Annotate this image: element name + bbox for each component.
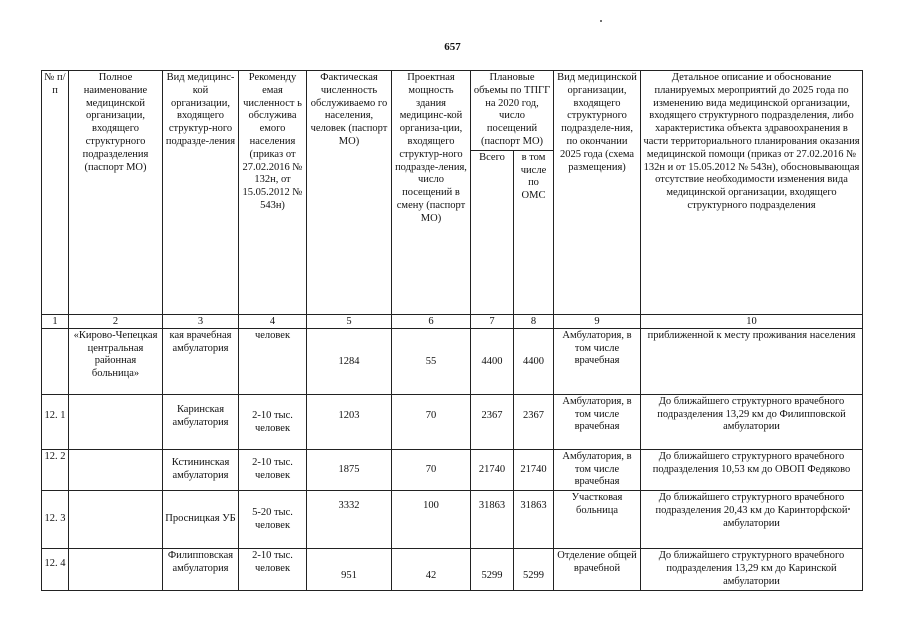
row-num: 12. 2 (42, 449, 69, 490)
row-capacity: 55 (392, 328, 471, 394)
row-actual: 1875 (307, 449, 392, 490)
row-recommended: 2-10 тыс. человек (239, 394, 307, 449)
column-number: 8 (514, 314, 554, 328)
row-capacity: 100 (392, 491, 471, 549)
row-total: 2367 (471, 394, 514, 449)
table-row (42, 328, 863, 394)
column-number: 1 (42, 314, 69, 328)
row-org-name (69, 491, 163, 549)
column-number: 2 (69, 314, 163, 328)
page-number: 657 (444, 41, 461, 53)
table-row (42, 394, 863, 449)
row-org-type: кая врачебная амбулатория (163, 328, 239, 394)
row-actual: 1284 (307, 328, 392, 394)
row-recommended: 2-10 тыс. человек (239, 549, 307, 591)
row-description: приближенной к месту проживания населения (641, 328, 863, 394)
row-num: 12. 3 (42, 491, 69, 549)
column-number: 7 (471, 314, 514, 328)
row-recommended: 5-20 тыс. человек (239, 491, 307, 549)
column-number: 9 (554, 314, 641, 328)
row-type-2025: Амбулатория, в том числе врачебная (554, 328, 641, 394)
row-type-2025: Амбулатория, в том числе врачебная (554, 449, 641, 490)
facilities-table (41, 70, 863, 591)
column-number: 10 (641, 314, 863, 328)
header-actual-population: Фактическая численность обслуживаемо го населения, человек (паспорт МО) (307, 71, 392, 315)
header-description: Детальное описание и обоснование планируемых мероприятий до 2025 года по изменению вида медицинской организации, входящего структурного подразделения, либо характеристика объекта здравоохранения в части территориального планирования оказания медицинской помощи (приказ от 27.02.2016 № 132н и от 15.05.2012 № 543н), обосновывающая отсутствие необходимости изменения вида медицинской организации, входящего структурного подразделения (641, 71, 863, 315)
header-planned-volumes: Плановые объемы по ТПГГ на 2020 год, число посещений (паспорт МО) (471, 71, 554, 151)
row-num (42, 328, 69, 394)
row-type-2025: Амбулатория, в том числе врачебная (554, 394, 641, 449)
table-row (42, 491, 863, 549)
row-actual: 951 (307, 549, 392, 591)
column-number: 5 (307, 314, 392, 328)
row-type-2025: Отделение общей врачебной (554, 549, 641, 591)
row-total: 5299 (471, 549, 514, 591)
column-numbers-row (42, 314, 863, 328)
row-recommended: 2-10 тыс. человек (239, 449, 307, 490)
row-total: 4400 (471, 328, 514, 394)
row-description: До ближайшего структурного врачебного подразделения 10,53 км до ОВОП Федяково (641, 449, 863, 490)
column-number: 4 (239, 314, 307, 328)
row-actual: 1203 (307, 394, 392, 449)
scan-speck (848, 508, 850, 510)
row-oms: 5299 (514, 549, 554, 591)
header-recommended-population: Рекоменду емая численност ь обслужива емого населения (приказ от 27.02.2016 № 132н, от 15.05.2012 № 543н) (239, 71, 307, 315)
row-oms: 4400 (514, 328, 554, 394)
row-actual: 3332 (307, 491, 392, 549)
row-org-name: «Кирово-Чепецкая центральная районная больница» (69, 328, 163, 394)
row-org-name (69, 549, 163, 591)
row-description: До ближайшего структурного врачебного подразделения 13,29 км до Каринской амбулатории (641, 549, 863, 591)
row-num: 12. 4 (42, 549, 69, 591)
row-oms: 21740 (514, 449, 554, 490)
table-row (42, 449, 863, 490)
column-number: 3 (163, 314, 239, 328)
row-type-2025: Участковая больница (554, 491, 641, 549)
row-org-type: Каринская амбулатория (163, 394, 239, 449)
row-oms: 31863 (514, 491, 554, 549)
row-num: 12. 1 (42, 394, 69, 449)
row-org-type: Кстининская амбулатория (163, 449, 239, 490)
scan-speck (600, 20, 602, 22)
column-number: 6 (392, 314, 471, 328)
row-capacity: 70 (392, 394, 471, 449)
row-capacity: 70 (392, 449, 471, 490)
row-capacity: 42 (392, 549, 471, 591)
row-org-type: Филипповская амбулатория (163, 549, 239, 591)
row-org-name (69, 394, 163, 449)
header-total: Всего (471, 150, 514, 314)
row-org-name (69, 449, 163, 490)
header-num: № п/п (42, 71, 69, 315)
row-oms: 2367 (514, 394, 554, 449)
header-org-name: Полное наименование медицинской организации, входящего структурного подразделения (паспорт МО) (69, 71, 163, 315)
header-type-2025: Вид медицинской организации, входящего структурного подразделе-ния, по окончании 2025 года (схема размещения) (554, 71, 641, 315)
row-org-type: Просницкая УБ (163, 491, 239, 549)
header-design-capacity: Проектная мощность здания медицинс-кой организа-ции, входящего структур-ного подразде-ления, число посещений в смену (паспорт МО) (392, 71, 471, 315)
row-total: 31863 (471, 491, 514, 549)
row-recommended: человек (239, 328, 307, 394)
table-row (42, 549, 863, 591)
row-description: До ближайшего структурного врачебного подразделения 20,43 км до Каринторфской амбулатории (641, 491, 863, 549)
row-description: До ближайшего структурного врачебного подразделения 13,29 км до Филипповской амбулатории (641, 394, 863, 449)
header-org-type: Вид медицинс-кой организации, входящего структур-ного подразде-ления (163, 71, 239, 315)
header-oms: в том числе по ОМС (514, 150, 554, 314)
row-total: 21740 (471, 449, 514, 490)
